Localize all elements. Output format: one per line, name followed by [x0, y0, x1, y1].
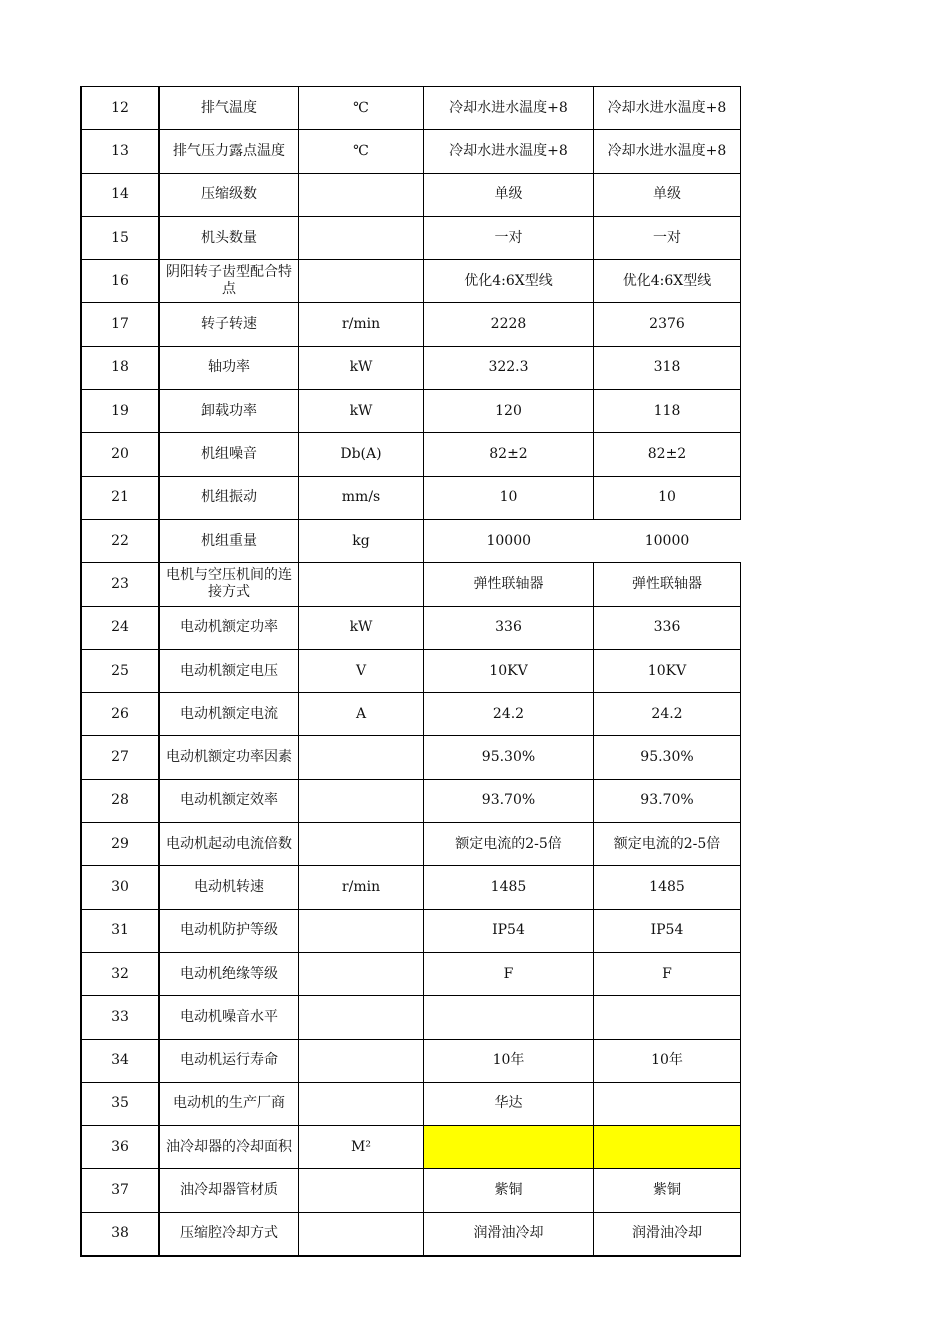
- option-a-value-cell: 24.2: [424, 693, 594, 736]
- table-row: [81, 303, 741, 346]
- row-number-cell: 17: [81, 303, 159, 346]
- row-number-cell: 19: [81, 390, 159, 433]
- option-b-value-cell: 1485: [594, 866, 741, 909]
- option-b-value-cell: [594, 1126, 741, 1169]
- option-b-value-cell: 24.2: [594, 693, 741, 736]
- table-row: [81, 346, 741, 389]
- table-row: [81, 606, 741, 649]
- row-number-cell: 13: [81, 130, 159, 173]
- row-number-cell: 36: [81, 1126, 159, 1169]
- option-a-value-cell: 润滑油冷却: [424, 1212, 594, 1256]
- unit-cell: [299, 779, 424, 822]
- row-number-cell: 28: [81, 779, 159, 822]
- option-b-value-cell: 优化4:6X型线: [594, 260, 741, 303]
- row-number-cell: 24: [81, 606, 159, 649]
- option-a-value-cell: 10000: [424, 519, 594, 562]
- parameter-name-cell: 电动机额定电流: [159, 693, 299, 736]
- parameter-name-cell: 油冷却器的冷却面积: [159, 1126, 299, 1169]
- parameter-name-cell: 轴功率: [159, 346, 299, 389]
- parameter-name-cell: 油冷却器管材质: [159, 1169, 299, 1212]
- option-a-value-cell: 额定电流的2-5倍: [424, 823, 594, 866]
- option-a-value-cell: 10KV: [424, 649, 594, 692]
- option-b-value-cell: 93.70%: [594, 779, 741, 822]
- option-b-value-cell: 单级: [594, 173, 741, 216]
- row-number-cell: 32: [81, 952, 159, 995]
- unit-cell: [299, 260, 424, 303]
- table-row: [81, 823, 741, 866]
- option-b-value-cell: 10年: [594, 1039, 741, 1082]
- table-row: [81, 996, 741, 1039]
- option-a-value-cell: 1485: [424, 866, 594, 909]
- row-number-cell: 12: [81, 87, 159, 130]
- parameter-name-cell: 电动机转速: [159, 866, 299, 909]
- unit-cell: r/min: [299, 866, 424, 909]
- row-number-cell: 38: [81, 1212, 159, 1256]
- parameter-name-cell: 电动机的生产厂商: [159, 1082, 299, 1125]
- row-number-cell: 37: [81, 1169, 159, 1212]
- parameter-name-cell: 电动机额定功率: [159, 606, 299, 649]
- table-row: [81, 1082, 741, 1125]
- row-number-cell: 35: [81, 1082, 159, 1125]
- table-row: [81, 693, 741, 736]
- option-a-value-cell: 322.3: [424, 346, 594, 389]
- parameter-name-cell: 电动机运行寿命: [159, 1039, 299, 1082]
- option-a-value-cell: 冷却水进水温度+8: [424, 87, 594, 130]
- unit-cell: V: [299, 649, 424, 692]
- row-number-cell: 20: [81, 433, 159, 476]
- option-b-value-cell: 95.30%: [594, 736, 741, 779]
- row-number-cell: 33: [81, 996, 159, 1039]
- option-a-value-cell: IP54: [424, 909, 594, 952]
- option-a-value-cell: 一对: [424, 216, 594, 259]
- row-number-cell: 23: [81, 563, 159, 606]
- option-a-value-cell: 单级: [424, 173, 594, 216]
- row-number-cell: 31: [81, 909, 159, 952]
- parameter-name-cell: 机头数量: [159, 216, 299, 259]
- parameter-name-cell: 电动机额定电压: [159, 649, 299, 692]
- unit-cell: [299, 173, 424, 216]
- option-a-value-cell: [424, 1126, 594, 1169]
- unit-cell: kg: [299, 519, 424, 562]
- option-b-value-cell: 10: [594, 476, 741, 519]
- option-b-value-cell: 润滑油冷却: [594, 1212, 741, 1256]
- unit-cell: ℃: [299, 87, 424, 130]
- parameter-name-cell: 电机与空压机间的连接方式: [159, 563, 299, 606]
- table-row: [81, 649, 741, 692]
- unit-cell: kW: [299, 346, 424, 389]
- unit-cell: [299, 1082, 424, 1125]
- table-row: [81, 130, 741, 173]
- unit-cell: [299, 823, 424, 866]
- option-b-value-cell: IP54: [594, 909, 741, 952]
- option-b-value-cell: F: [594, 952, 741, 995]
- parameter-name-cell: 电动机防护等级: [159, 909, 299, 952]
- table-row: [81, 390, 741, 433]
- option-b-value-cell: 额定电流的2-5倍: [594, 823, 741, 866]
- option-b-value-cell: 336: [594, 606, 741, 649]
- unit-cell: kW: [299, 606, 424, 649]
- table-row: [81, 173, 741, 216]
- option-a-value-cell: 95.30%: [424, 736, 594, 779]
- parameter-name-cell: 卸载功率: [159, 390, 299, 433]
- option-b-value-cell: [594, 1082, 741, 1125]
- parameter-name-cell: 机组重量: [159, 519, 299, 562]
- row-number-cell: 34: [81, 1039, 159, 1082]
- option-a-value-cell: 冷却水进水温度+8: [424, 130, 594, 173]
- option-a-value-cell: 2228: [424, 303, 594, 346]
- unit-cell: A: [299, 693, 424, 736]
- table-row: [81, 779, 741, 822]
- option-b-value-cell: 冷却水进水温度+8: [594, 87, 741, 130]
- parameter-name-cell: 压缩腔冷却方式: [159, 1212, 299, 1256]
- row-number-cell: 25: [81, 649, 159, 692]
- option-b-value-cell: 弹性联轴器: [594, 563, 741, 606]
- unit-cell: Db(A): [299, 433, 424, 476]
- row-number-cell: 27: [81, 736, 159, 779]
- unit-cell: [299, 909, 424, 952]
- option-b-value-cell: 冷却水进水温度+8: [594, 130, 741, 173]
- option-b-value-cell: 2376: [594, 303, 741, 346]
- parameter-name-cell: 阴阳转子齿型配合特点: [159, 260, 299, 303]
- parameter-name-cell: 电动机起动电流倍数: [159, 823, 299, 866]
- option-b-value-cell: [594, 996, 741, 1039]
- row-number-cell: 29: [81, 823, 159, 866]
- option-b-value-cell: 118: [594, 390, 741, 433]
- unit-cell: [299, 1212, 424, 1256]
- table-row: [81, 433, 741, 476]
- parameter-name-cell: 排气压力露点温度: [159, 130, 299, 173]
- row-number-cell: 15: [81, 216, 159, 259]
- unit-cell: M²: [299, 1126, 424, 1169]
- unit-cell: [299, 952, 424, 995]
- unit-cell: [299, 736, 424, 779]
- option-a-value-cell: [424, 996, 594, 1039]
- option-a-value-cell: 10: [424, 476, 594, 519]
- unit-cell: [299, 1169, 424, 1212]
- option-a-value-cell: 336: [424, 606, 594, 649]
- option-a-value-cell: 120: [424, 390, 594, 433]
- row-number-cell: 16: [81, 260, 159, 303]
- parameter-name-cell: 机组噪音: [159, 433, 299, 476]
- table-row: [81, 260, 741, 303]
- option-a-value-cell: 弹性联轴器: [424, 563, 594, 606]
- table-row: [81, 866, 741, 909]
- table-row: [81, 1212, 741, 1256]
- spec-table-body: [81, 87, 741, 1257]
- parameter-name-cell: 排气温度: [159, 87, 299, 130]
- row-number-cell: 22: [81, 519, 159, 562]
- parameter-name-cell: 电动机噪音水平: [159, 996, 299, 1039]
- option-a-value-cell: 华达: [424, 1082, 594, 1125]
- parameter-name-cell: 转子转速: [159, 303, 299, 346]
- option-b-value-cell: 10KV: [594, 649, 741, 692]
- row-number-cell: 18: [81, 346, 159, 389]
- table-row: [81, 216, 741, 259]
- unit-cell: mm/s: [299, 476, 424, 519]
- option-b-value-cell: 318: [594, 346, 741, 389]
- table-row: [81, 476, 741, 519]
- row-number-cell: 30: [81, 866, 159, 909]
- option-b-value-cell: 82±2: [594, 433, 741, 476]
- table-row: [81, 952, 741, 995]
- table-row: [81, 87, 741, 130]
- table-row: [81, 909, 741, 952]
- parameter-name-cell: 电动机绝缘等级: [159, 952, 299, 995]
- table-row: [81, 1126, 741, 1169]
- option-b-value-cell: 10000: [594, 519, 741, 562]
- unit-cell: ℃: [299, 130, 424, 173]
- parameter-name-cell: 电动机额定效率: [159, 779, 299, 822]
- option-a-value-cell: 93.70%: [424, 779, 594, 822]
- row-number-cell: 26: [81, 693, 159, 736]
- option-a-value-cell: 10年: [424, 1039, 594, 1082]
- unit-cell: [299, 216, 424, 259]
- table-row: [81, 1039, 741, 1082]
- unit-cell: r/min: [299, 303, 424, 346]
- table-row: [81, 736, 741, 779]
- parameter-name-cell: 电动机额定功率因素: [159, 736, 299, 779]
- unit-cell: [299, 563, 424, 606]
- option-b-value-cell: 紫铜: [594, 1169, 741, 1212]
- row-number-cell: 21: [81, 476, 159, 519]
- table-row: [81, 563, 741, 606]
- option-a-value-cell: 82±2: [424, 433, 594, 476]
- parameter-name-cell: 压缩级数: [159, 173, 299, 216]
- option-a-value-cell: 紫铜: [424, 1169, 594, 1212]
- option-a-value-cell: F: [424, 952, 594, 995]
- parameter-name-cell: 机组振动: [159, 476, 299, 519]
- unit-cell: [299, 1039, 424, 1082]
- row-number-cell: 14: [81, 173, 159, 216]
- unit-cell: kW: [299, 390, 424, 433]
- table-row: [81, 519, 741, 562]
- unit-cell: [299, 996, 424, 1039]
- option-a-value-cell: 优化4:6X型线: [424, 260, 594, 303]
- option-b-value-cell: 一对: [594, 216, 741, 259]
- spec-table: [80, 86, 741, 1257]
- table-row: [81, 1169, 741, 1212]
